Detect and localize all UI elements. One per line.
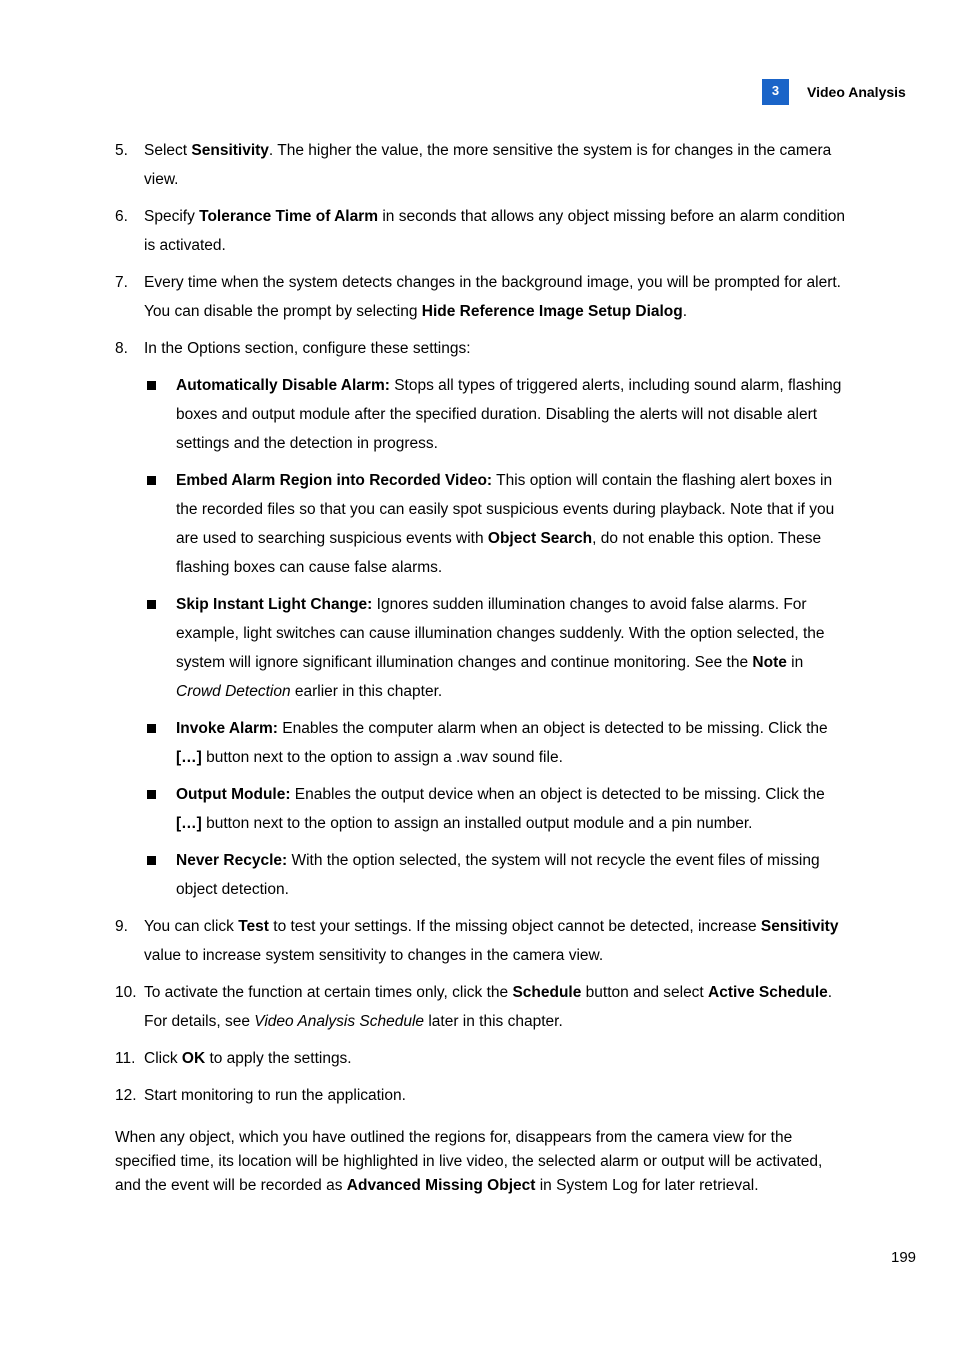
text-run: You can click bbox=[144, 918, 239, 935]
option-item bbox=[147, 371, 845, 458]
bold-text: […] bbox=[176, 749, 202, 766]
text-run: This option will contain the flashing alert boxes in the recorded files so that you can easily spot suspicious events during playback. Note that if you are used to searching suspicious events with bbox=[176, 472, 835, 547]
page-content bbox=[115, 136, 845, 1198]
text-run: Specify bbox=[144, 208, 200, 225]
bold-text: Note bbox=[752, 654, 787, 671]
text-run: When any object, which you have outlined the regions for, disappears from the camera view for the specified time, its location will be highlighted in live video, the selected alarm or output will be activated, and the event will be recorded as bbox=[115, 1129, 823, 1194]
text-run: With the option selected, the system will not recycle the event files of missing object detection. bbox=[176, 852, 820, 898]
numbered-step bbox=[115, 334, 845, 363]
italic-text: Crowd Detection bbox=[176, 683, 291, 700]
option-item bbox=[147, 466, 845, 582]
text-run: In the Options section, configure these settings: bbox=[144, 340, 471, 357]
bold-text: Tolerance Time of Alarm bbox=[199, 208, 379, 225]
bold-text: Invoke Alarm: bbox=[176, 720, 278, 737]
square-bullet-icon bbox=[147, 724, 156, 733]
text-run: . bbox=[682, 303, 688, 320]
text-run: button next to the option to assign an installed output module and a pin number. bbox=[201, 815, 753, 832]
text-run: in seconds that allows any object missing before an alarm condition is activated. bbox=[144, 208, 846, 254]
text-run: earlier in this chapter. bbox=[290, 683, 443, 700]
text-run: Enables the computer alarm when an object is detected to be missing. Click the bbox=[277, 720, 828, 737]
option-text bbox=[176, 852, 820, 898]
step-text bbox=[144, 340, 471, 357]
step-number: 5. bbox=[115, 142, 128, 159]
step-text bbox=[144, 274, 841, 320]
step-number: 9. bbox=[115, 918, 128, 935]
text-run: . The higher the value, the more sensitive the system is for changes in the camera view. bbox=[144, 142, 832, 188]
bold-text: Skip Instant Light Change: bbox=[176, 596, 373, 613]
text-run: Start monitoring to run the application. bbox=[144, 1087, 406, 1104]
steps-list bbox=[115, 136, 845, 363]
bold-text: Sensitivity bbox=[760, 918, 839, 935]
option-text bbox=[176, 786, 825, 832]
bold-text: Object Search bbox=[487, 530, 593, 547]
text-run: button and select bbox=[581, 984, 709, 1001]
numbered-step bbox=[115, 268, 845, 326]
text-run: Enables the output device when an object is detected to be missing. Click the bbox=[290, 786, 825, 803]
step-number: 11. bbox=[115, 1050, 136, 1067]
square-bullet-icon bbox=[147, 476, 156, 485]
option-text bbox=[176, 596, 825, 700]
bold-text: Automatically Disable Alarm: bbox=[176, 377, 390, 394]
option-item bbox=[147, 714, 845, 772]
steps-list-continued bbox=[115, 912, 845, 1110]
numbered-step bbox=[115, 912, 845, 970]
option-item bbox=[147, 590, 845, 706]
text-run: in bbox=[786, 654, 804, 671]
numbered-step bbox=[115, 1044, 845, 1073]
numbered-step bbox=[115, 1081, 845, 1110]
step-text bbox=[144, 142, 831, 188]
text-run: later in this chapter. bbox=[424, 1013, 563, 1030]
italic-text: Video Analysis Schedule bbox=[254, 1013, 425, 1030]
bold-text: Advanced Missing Object bbox=[346, 1177, 536, 1194]
option-text bbox=[176, 472, 834, 576]
text-run: Every time when the system detects changes in the background image, you will be prompted for alert. You can disable the prompt by selecting bbox=[144, 274, 841, 320]
text-run: To activate the function at certain times only, click the bbox=[144, 984, 513, 1001]
options-list bbox=[115, 371, 845, 904]
bold-text: Schedule bbox=[512, 984, 582, 1001]
step-number: 12. bbox=[115, 1087, 137, 1104]
bold-text: Embed Alarm Region into Recorded Video: bbox=[176, 472, 493, 489]
bold-text: Output Module: bbox=[176, 786, 291, 803]
bold-text: Never Recycle: bbox=[176, 852, 288, 869]
chapter-header bbox=[762, 79, 922, 105]
step-number: 10. bbox=[115, 984, 137, 1001]
option-item bbox=[147, 846, 845, 904]
text-run: . For details, see bbox=[144, 984, 833, 1030]
bold-text: Active Schedule bbox=[708, 984, 828, 1001]
text-run: in System Log for later retrieval. bbox=[535, 1177, 759, 1194]
text-run: button next to the option to assign a .wav sound file. bbox=[201, 749, 563, 766]
step-text bbox=[144, 918, 838, 964]
text-run: to test your settings. If the missing object cannot be detected, increase bbox=[268, 918, 761, 935]
page-number: 199 bbox=[891, 1249, 917, 1266]
text-run: Select bbox=[144, 142, 192, 159]
bold-text: OK bbox=[181, 1050, 206, 1067]
step-text bbox=[144, 1050, 352, 1067]
step-number: 7. bbox=[115, 274, 128, 291]
step-number: 6. bbox=[115, 208, 128, 225]
bold-text: Hide Reference Image Setup Dialog bbox=[421, 303, 683, 320]
step-number: 8. bbox=[115, 340, 128, 357]
text-run: to apply the settings. bbox=[205, 1050, 352, 1067]
text-run: Click bbox=[144, 1050, 182, 1067]
chapter-number-badge: 3 bbox=[762, 79, 789, 105]
square-bullet-icon bbox=[147, 856, 156, 865]
square-bullet-icon bbox=[147, 790, 156, 799]
step-text bbox=[144, 984, 832, 1030]
numbered-step bbox=[115, 136, 845, 194]
step-text bbox=[144, 208, 845, 254]
step-text bbox=[144, 1087, 406, 1104]
text-run: Ignores sudden illumination changes to avoid false alarms. For example, light switches can cause illumination changes suddenly. With the option selected, the system will ignore significant illumination changes and continue monitoring. See the bbox=[176, 596, 825, 671]
text-run: , do not enable this option. These flashing boxes can cause false alarms. bbox=[176, 530, 822, 576]
numbered-step bbox=[115, 978, 845, 1036]
chapter-title: Video Analysis bbox=[807, 84, 906, 100]
square-bullet-icon bbox=[147, 600, 156, 609]
option-item bbox=[147, 780, 845, 838]
text-run: value to increase system sensitivity to changes in the camera view. bbox=[144, 947, 604, 964]
numbered-step bbox=[115, 202, 845, 260]
option-text bbox=[176, 720, 828, 766]
bold-text: Sensitivity bbox=[191, 142, 269, 159]
bold-text: Test bbox=[238, 918, 269, 935]
bold-text: […] bbox=[176, 815, 202, 832]
square-bullet-icon bbox=[147, 381, 156, 390]
option-text bbox=[176, 377, 841, 452]
text-run: Stops all types of triggered alerts, including sound alarm, flashing boxes and output module after the specified duration. Disabling the alerts will not disable alert settings and the detection in progress. bbox=[176, 377, 842, 452]
closing-paragraph bbox=[115, 1126, 845, 1198]
